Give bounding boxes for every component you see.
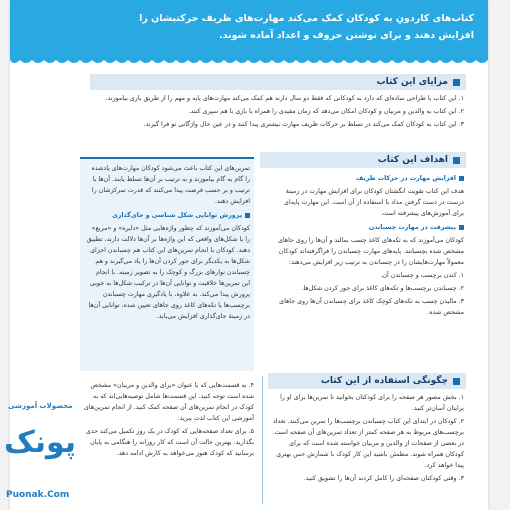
fine-motor-subtitle: افزایش مهارت در حرکات ظریف xyxy=(272,173,464,184)
howto-item-5: ۵. برای تعداد صفحه‌هایی که کودک در یک روز تکمیل می‌کند حدی بگذارید. بهترین حالت آن است که کار روزانه را هنگامی به پایان برسانید که کودک هنوز می‌خواهد به کارش ادامه دهد. xyxy=(85,428,254,457)
banner-line-2: افزایش دهند و برای نوشتن حروف و اعداد آماده شوند. xyxy=(219,30,474,41)
gluing-step-3: ۳. مالیدن چسب به تکه‌های کوچک کاغذ برای چسباندن آن‌ها روی جاهای مشخص شده. xyxy=(279,298,464,316)
benefits-item-1: ۱. این کتاب با طراحی ساده‌ای که دارد به کودکانی که فقط دو سال دارند هم کمک می‌کند مهارت‌های پایه و مهم را از طریق بازی بیاموزند. xyxy=(105,95,464,102)
gluing-step-1: ۱. کندن برچسب و چسباندن آن. xyxy=(380,272,464,279)
goals-right-column xyxy=(272,170,464,366)
howto-item-1: ۱. بخش مصور هر صفحه را برای کودکتان بخوانید تا تمرین‌ها برای او را برایتان آسان‌تر کنید. xyxy=(280,394,464,412)
book-page xyxy=(10,0,488,510)
square-bullet-icon xyxy=(245,213,250,218)
column-divider xyxy=(262,376,263,504)
goals-intro-text: تمرین‌های این کتاب باعث می‌شود کودکان مهارت‌های یادشده را گام به گام بیاموزند و به ترتیب بر آن‌ها تسلط یابند. آن‌ها با ترتیب و بر حسب فرصت پیدا می‌کنند که قدرت تمرکزشان را افزایش دهند. xyxy=(91,165,250,205)
square-bullet-icon xyxy=(459,176,464,181)
logo-name: پونک xyxy=(4,425,77,460)
howto-right-column xyxy=(272,392,464,504)
goals-header xyxy=(260,152,466,168)
square-bullet-icon xyxy=(459,225,464,230)
gluing-subtitle: پیشرفت در مهارت چسباندن xyxy=(272,222,464,233)
square-bullet-icon xyxy=(453,157,460,164)
square-bullet-icon xyxy=(453,378,460,385)
top-banner xyxy=(10,0,488,60)
shapes-text: کودکان می‌آموزند که چطور واژه‌هایی مثل «دایره» و «مربع» را با شکل‌های واقعی که این واژه‌ها بر آن‌ها دلالت دارند، تطبیق دهند. کودکان با انجام تمرین‌های این کتاب هم چسباندن اجزای شکل‌ها به یکدیگر برای جور کردن آن‌ها را یاد می‌گیرند و هم چسباندن نوارهای بزرگ و کوچک را به تصویر زمینه. با انجام این تمرین‌ها خلاقیت و توانایی آن‌ها در ترکیب شکل‌ها به خوبی پرورش پیدا می‌کند. به علاوه، با یادگیری مهارت چسباندن برچسب‌ها یا تکه‌های کاغذ روی جاهای تعیین شده، توانایی آن‌ها در زمینهٔ جای‌گذاری افزایش می‌یابد. xyxy=(86,225,250,320)
howto-item-2: ۲. کودکان در ابتدای این کتاب چسباندن برچسب‌ها را تمرین می‌کنند. تعداد برچسب‌های مربوط به هر صفحه کمتر از تعداد تمرین‌های آن صفحه است. در بعضی از صفحات از والدین و مربیان خواسته شده است که برای کودکان همراه شوند. مطمئن باشید این کار کودک با شمارش حس بهتری پیدا خواهد کرد. xyxy=(272,418,464,469)
banner-line-1: کتاب‌های کاردونِ به کودکان کمک می‌کند مهارت‌های ظریف حرکتیشان را xyxy=(139,13,474,24)
benefits-item-2: ۲. این کتاب به والدین و مربیان و کودکان امکان می‌دهد که زمان مفیدی را همراه با بازی با هم سپری کنند. xyxy=(188,108,464,115)
benefits-item-3: ۳. این کتاب به کودکان کمک می‌کند در تسلط بر حرکات ظریف مهارت بیشتری پیدا کنند و در عین حال واژگانی نو فرا گیرند. xyxy=(143,121,464,128)
howto-item-4: ۴. به قسمت‌هایی که با عنوان «برای والدین و مربیان» مشخص شده است توجه کنید. این قسمت‌ها شامل توصیه‌هایی‌اند که به کودک در انجام تمرین‌های آن صفحه کمک کنید. از انجام تمرین‌های آموزشی این کتاب لذت ببرید. xyxy=(84,382,254,422)
logo-subtitle: محصولات آموزشی xyxy=(8,402,73,410)
goals-title: اهداف این کتاب xyxy=(377,155,448,165)
banner-text xyxy=(34,10,474,44)
benefits-title: مزایای این کتاب xyxy=(376,77,448,87)
benefits-list xyxy=(94,93,464,159)
logo-url[interactable]: Puonak.Com xyxy=(6,490,70,500)
howto-header xyxy=(268,373,466,389)
howto-left-column xyxy=(82,380,254,504)
banner-wave xyxy=(10,56,488,66)
square-bullet-icon xyxy=(453,79,460,86)
goals-left-column xyxy=(86,163,250,367)
howto-item-3: ۳. وقتی کودکتان صفحه‌ای را کامل کردند آن‌ها را تشویق کنید. xyxy=(303,475,464,482)
shapes-subtitle: پرورش توانایی شکل شناسی و جای‌گذاری xyxy=(86,210,250,221)
benefits-header xyxy=(90,74,466,90)
gluing-text: کودکان می‌آموزند که به تکه‌های کاغذ چسب بمالند و آن‌ها را روی جاهای مشخص شده بچسبانند. پایه‌های مهارت چسباندن را فراگرفته‌اند کودکان معمولاً مهارت‌هایشان را در چسباندن به ترتیب زیر افزایش می‌دهند: xyxy=(277,237,464,266)
fine-motor-text: هدف این کتاب تقویت انگشتان کودکان برای افزایش مهارت در زمینهٔ درست در دست گرفتن مداد با استفاده از آن است. این مهارت پایه‌ای برای آموزش‌های پیشرفته است. xyxy=(284,188,464,217)
gluing-step-2: ۲. چسباندن برچسب‌ها و تکه‌های کاغذ برای جور کردن شکل‌ها. xyxy=(301,285,464,292)
howto-title: چگونگی استفاده از این کتاب xyxy=(320,376,448,386)
